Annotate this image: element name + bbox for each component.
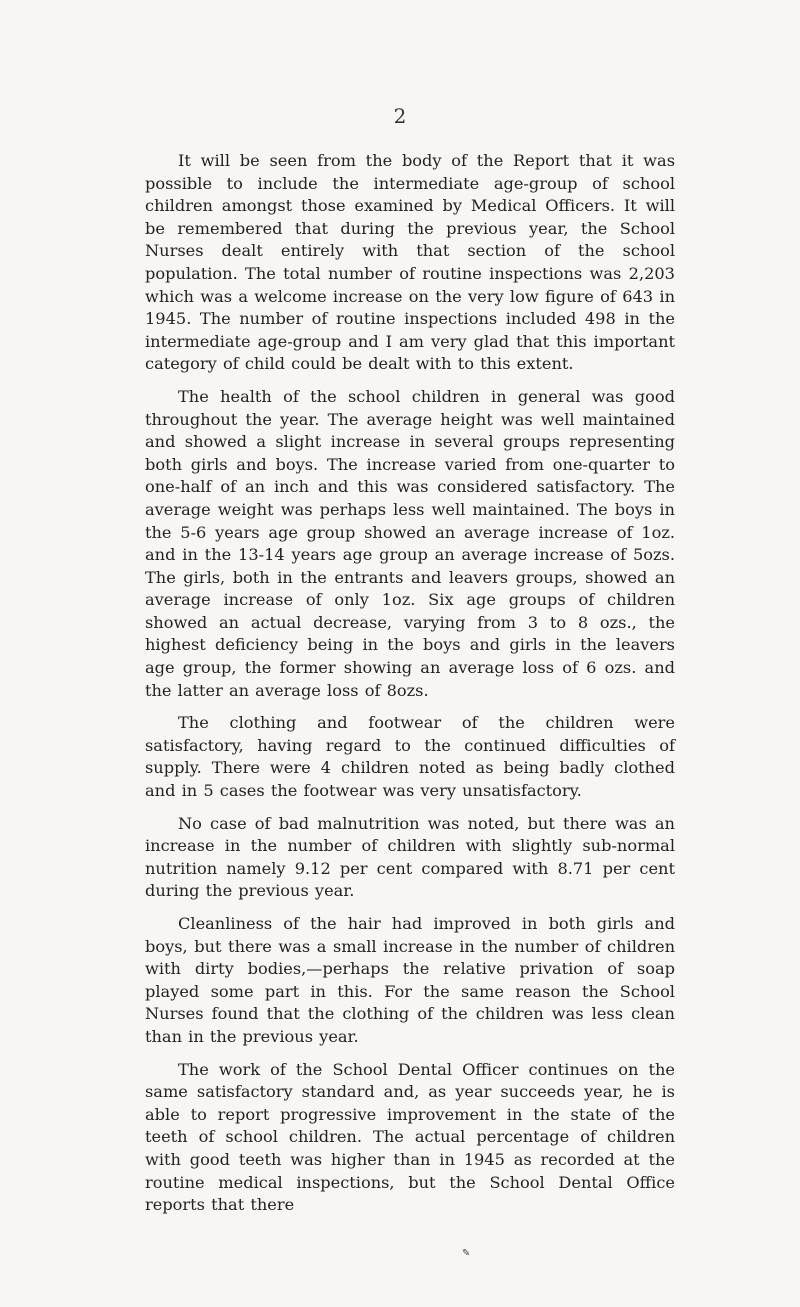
paragraph-health: The health of the school children in general was good throughout the year. The average height was well maintained and showed a slight increase in several groups representing both girls and boys. The increase varied from one-quarter to one-half of an inch and this was considered satisfactory. The average weight was perhaps less well maintained. The boys in the 5-6 years age group showed an average increase of 1oz. and in the 13-14 years age group an average increase of 5ozs. The girls, both in the entrants and leavers groups, showed an average increase of only 1oz. Six age groups of children showed an actual decrease, varying from 3 to 8 ozs., the highest deficiency being in the boys and girls in the leavers age group, the former showing an average loss of 6 ozs. and the latter an average loss of 8ozs. (145, 386, 675, 700)
paragraph-clothing: The clothing and footwear of the children were satisfactory, having regard to the continued difficulties of supply. There were 4 children noted as being badly clothed and in 5 cases the footwear was very unsatisfactory. (145, 713, 675, 801)
page-number: 2 (393, 104, 407, 128)
paragraph-nutrition: No case of bad malnutrition was noted, but there was an increase in the number of children with slightly sub-normal nutrition namely 9.12 per cent compared with 8.71 per cent during the previous year. (145, 813, 675, 901)
paragraph-inspections: It will be seen from the body of the Report that it was possible to include the intermediate age-group of school children amongst those examined by Medical Officers. It will be remembered that during the previous year, the School Nurses dealt entirely with that section of the school population. The total number of routine inspections was 2,203 which was a welcome increase on the very low figure of 643 in 1945. The number of routine inspections included 498 in the intermediate age-group and I am very glad that this important category of child could be dealt with to this extent. (145, 151, 675, 374)
report-body (145, 150, 675, 1227)
paragraph-dental: The work of the School Dental Officer continues on the same satisfactory standard and, as year succeeds year, he is able to report progressive improvement in the state of the teeth of school children. The actual percentage of children with good teeth was higher than in 1945 as recorded at the routine medical inspections, but the School Dental Office reports that there (145, 1059, 675, 1215)
scan-speck: ✎ (462, 1248, 471, 1259)
paragraph-cleanliness: Cleanliness of the hair had improved in both girls and boys, but there was a small increase in the number of children with dirty bodies,—perhaps the relative privation of soap played some part in this. For the same reason the School Nurses found that the clothing of the children was less clean than in the previous year. (145, 914, 675, 1046)
